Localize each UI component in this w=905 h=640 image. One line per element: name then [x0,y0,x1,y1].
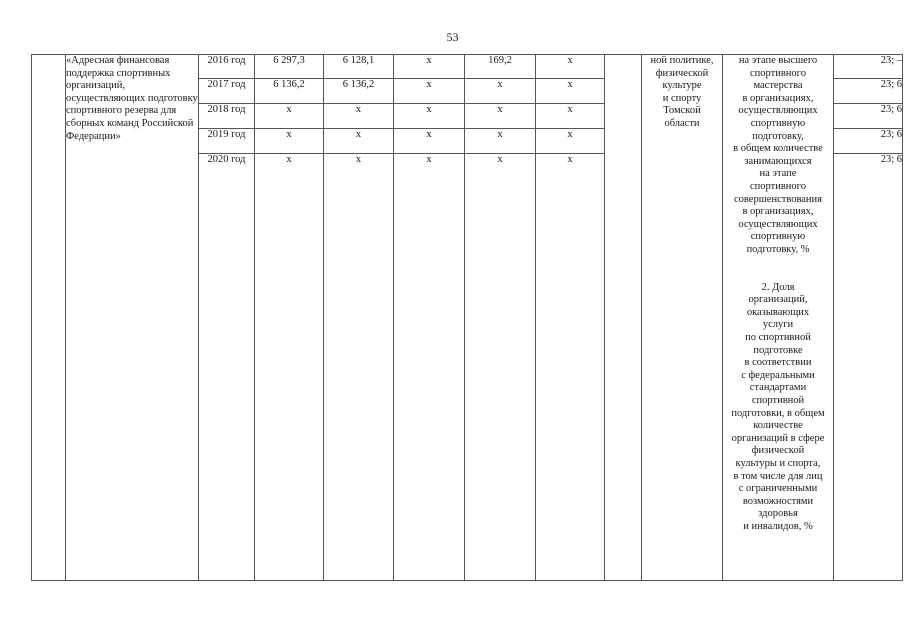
value-cell: х [536,104,605,129]
value-cell: х [465,154,536,581]
indicator-line: стандартами [749,382,807,394]
value-cell: х [465,129,536,154]
indicator-line: в общем количестве [733,143,823,155]
indicator-line: осуществляющих [738,218,818,230]
indicator-line: подготовку, % [746,243,810,255]
value-cell: х [324,154,394,581]
executor-line: Томской [663,105,701,117]
indicator-line: культуры и спорта, [735,458,821,469]
indicator-text-2 [723,282,833,534]
year-cell: 2019 год [199,129,255,154]
value-cell: х [536,129,605,154]
year-cell: 2016 год [199,55,255,79]
number-cell [32,55,66,581]
indicator-line: мастерства [753,80,803,92]
table-row [32,55,903,79]
year-cell: 2020 год [199,154,255,581]
target-cell: 23; 6 [834,154,903,581]
value-cell: х [536,79,605,104]
value-cell: 6 136,2 [324,79,394,104]
value-cell: х [465,79,536,104]
executor-cell [642,55,723,581]
indicator-line: организаций, [748,294,808,306]
indicator-line: занимающихся [744,155,812,167]
value-cell: х [255,129,324,154]
indicator-line: по спортивной [745,332,811,344]
executor-line: области [664,117,700,129]
value-cell: х [394,104,465,129]
indicator-line: возможностями [742,495,814,507]
indicator-line: здоровья [758,508,798,520]
indicator-line: на этапе высшего [738,55,818,66]
value-cell: х [536,154,605,581]
indicator-line: подготовку, [752,130,804,142]
executor-line: ной политике, [650,55,714,66]
executor-line: и спорту [662,92,702,104]
indicator-line: в соответствии [744,357,812,369]
indicator-line: совершенствования [733,193,822,205]
paragraph-gap [723,257,833,270]
target-cell: 23; 6 [834,129,903,154]
value-cell: х [394,55,465,79]
year-cell: 2018 год [199,104,255,129]
value-cell: х [324,104,394,129]
executor-line: физической [655,67,709,79]
event-name-cell: «Адресная финансовая поддержка спортивных организаций, осуществляющих подготовку спортивного резерва для сборных команд Российской Федерации» [66,55,199,581]
value-cell: х [465,104,536,129]
target-cell: 23; 6 [834,79,903,104]
value-cell: х [536,55,605,79]
indicator-line: оказывающих [746,306,810,318]
value-cell: х [255,154,324,581]
gap-cell [605,55,642,581]
indicator-line: спортивной [751,395,805,407]
value-cell: х [324,129,394,154]
value-cell: х [394,79,465,104]
indicator-line: и инвалидов, % [743,520,813,532]
indicator-line: с ограниченными [738,483,818,495]
indicator-line: спортивного [750,180,806,192]
value-cell: 6 297,3 [255,55,324,79]
indicator-line: подготовки, в общем [731,407,825,419]
indicator-line: в организациях, [742,206,814,218]
indicator-line: с федеральными [741,369,815,381]
indicator-line: в том числе для лиц [733,470,823,482]
indicator-line: подготовке [753,344,803,356]
indicator-line: физической [751,445,805,457]
target-cell: 23; – [834,55,903,79]
executor-text [642,55,722,131]
program-table [31,54,903,581]
indicator-text-1 [723,55,833,257]
executor-line: культуре [662,80,702,92]
value-cell: х [394,129,465,154]
indicator-line: спортивного [750,67,806,79]
indicator-line: услуги [762,319,794,331]
value-cell: х [255,104,324,129]
indicator-line: осуществляющих [738,105,818,117]
indicator-line: 2. Доля [761,281,795,293]
indicator-cell [723,55,834,581]
indicator-line: количестве [753,420,803,432]
target-cell: 23; 6 [834,104,903,129]
page-number: 53 [446,30,459,44]
value-cell: х [394,154,465,581]
indicator-line: организаций в сфере [731,432,825,444]
paragraph-gap [723,269,833,282]
indicator-line: на этапе [759,168,797,180]
indicator-line: в организациях, [742,92,814,104]
year-cell: 2017 год [199,79,255,104]
indicator-line: спортивную [750,117,806,129]
value-cell: 169,2 [465,55,536,79]
indicator-line: спортивную [750,231,806,243]
value-cell: 6 136,2 [255,79,324,104]
value-cell: 6 128,1 [324,55,394,79]
